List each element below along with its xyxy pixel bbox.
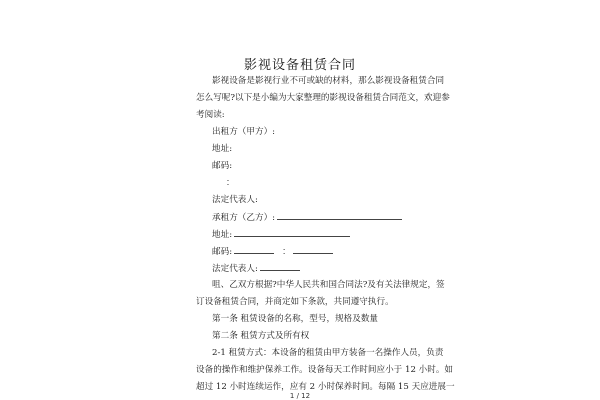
lessee-blank — [277, 211, 402, 220]
address-label: 地址: — [212, 230, 233, 240]
lessor-label: 出租方（甲方）: — [212, 127, 276, 137]
clause-line: 超过 12 小时连续运作，应有 2 小时保养时间。每隔 15 天应进展一 — [196, 382, 455, 392]
legal-rep-label: 法定代表人: — [212, 264, 258, 274]
stray-mark: ： — [226, 178, 235, 188]
legal-rep-row — [212, 262, 300, 275]
page-indicator: 1 / 12 — [289, 392, 311, 400]
postcode-label: 邮码: — [212, 161, 233, 171]
address-label: 地址: — [212, 144, 233, 154]
intro-text-line: 影视设备是影视行业不可或缺的材料，那么影视设备租赁合同 — [212, 76, 445, 86]
lessee-row — [212, 211, 402, 224]
agreement-line: 订设备租赁合同，并商定如下条款，共同遵守执行。 — [196, 297, 394, 307]
legal-rep-blank — [260, 262, 300, 271]
address-row — [212, 228, 350, 241]
intro-text-line: 怎么写呢?以下是小编为大家整理的影视设备租赁合同范文，欢迎参 — [196, 93, 450, 103]
address-blank — [234, 228, 350, 237]
clause-line: 设备的操作和维护保养工作。设备每天工作时间应小于 12 小时。如 — [196, 365, 454, 375]
clause-line: 2-1 租赁方式：本设备的租赁由甲方装备一名操作人员，负责 — [212, 348, 444, 358]
postcode-blank — [234, 245, 274, 254]
intro-text-line: 考阅读: — [196, 110, 225, 120]
article-heading: 第二条 租赁方式及所有权 — [212, 331, 310, 341]
legal-rep-label: 法定代表人: — [212, 195, 258, 205]
lessee-label: 承租方（乙方）: — [212, 213, 276, 223]
postcode-row — [212, 245, 333, 258]
article-heading: 第一条 租赁设备的名称，型号，规格及数量 — [212, 314, 379, 324]
postcode-label: 邮码: — [212, 247, 233, 257]
document-title: 影视设备租赁合同 — [243, 58, 356, 73]
phone-separator: ： — [282, 247, 291, 257]
agreement-line: 咀、乙双方根据?中华人民共和国合同法?及有关法律规定，签 — [212, 280, 445, 290]
phone-blank — [293, 245, 333, 254]
